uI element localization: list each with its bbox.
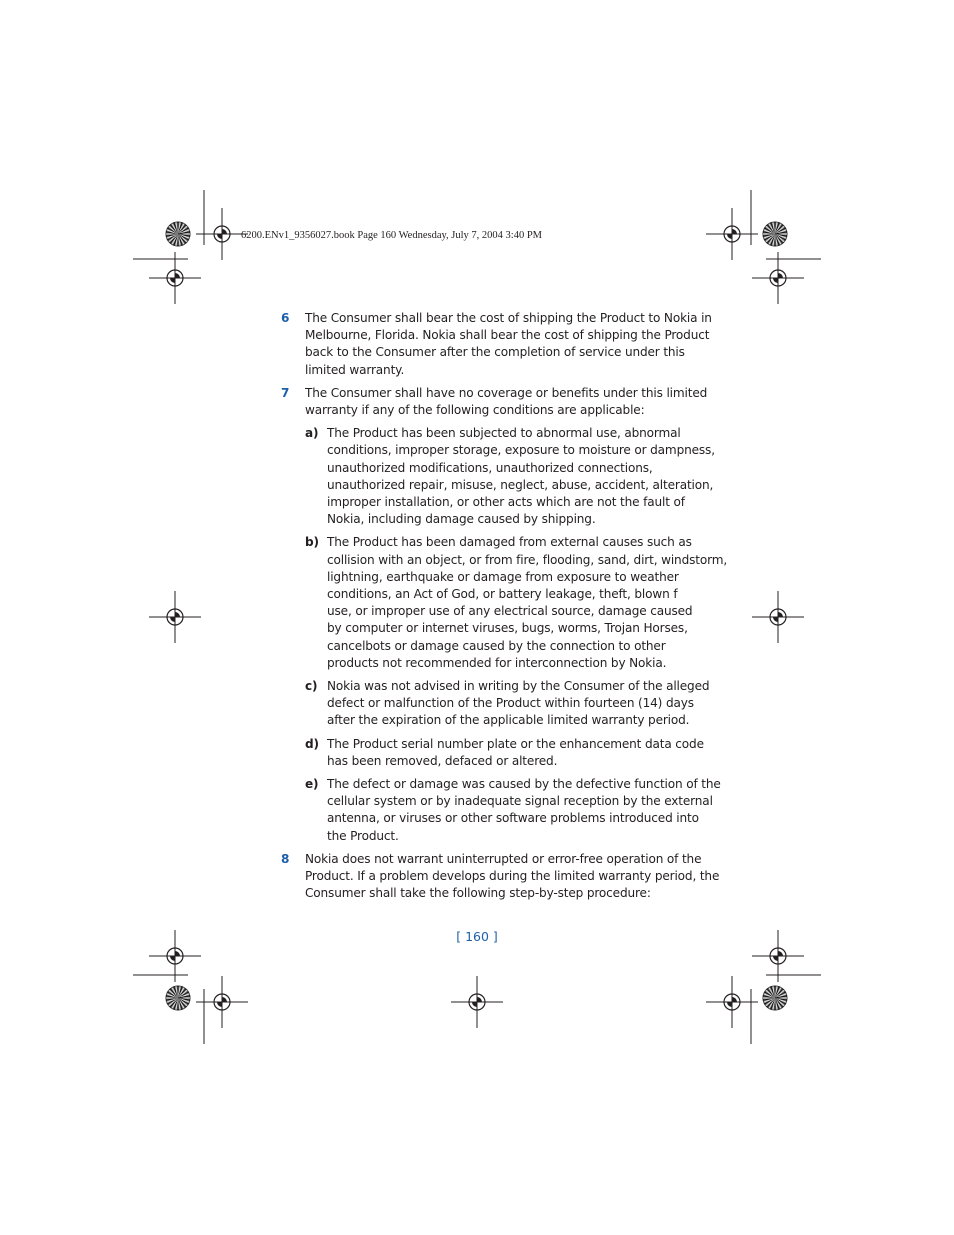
sub-item-c (305, 678, 710, 730)
list-item-6 (281, 310, 712, 379)
starburst-mark (166, 986, 190, 1010)
item-number: 6 (281, 311, 290, 325)
text-line: back to the Consumer after the completion of service under this (305, 345, 685, 360)
registration-target (149, 252, 201, 304)
sub-item-label: b) (305, 535, 319, 550)
registration-target (752, 252, 804, 304)
sub-item-b (305, 534, 728, 672)
text-line: warranty if any of the following conditions are applicable: (305, 403, 645, 418)
text-line: improper installation, or other acts which are not the fault of (327, 495, 685, 510)
registration-target (706, 208, 758, 260)
text-line: has been removed, defaced or altered. (327, 753, 558, 768)
text-line: The Consumer shall bear the cost of shipping the Product to Nokia in (305, 311, 712, 325)
text-line: The Product serial number plate or the enhancement data code (327, 736, 704, 751)
text-line: collision with an object, or from fire, flooding, sand, dirt, windstorm, (327, 552, 728, 567)
print-header: 6200.ENv1_9356027.book Page 160 Wednesday, July 7, 2004 3:40 PM (241, 230, 543, 241)
text-line: Consumer shall take the following step-by-step procedure: (305, 886, 651, 901)
text-line: by computer or internet viruses, bugs, worms, Trojan Horses, (327, 621, 688, 636)
list-item-8 (281, 851, 720, 903)
text-line: antenna, or viruses or other software problems introduced into (327, 811, 699, 826)
item-number: 8 (281, 851, 290, 866)
sub-item-label: e) (305, 777, 319, 792)
registration-target (706, 976, 758, 1028)
sub-item-d (305, 736, 704, 770)
text-line: cellular system or by inadequate signal reception by the external (327, 794, 713, 809)
text-line: cancelbots or damage caused by the connection to other (327, 638, 666, 653)
starburst-mark (763, 222, 787, 246)
text-line: conditions, an Act of God, or battery leakage, theft, blown f (327, 587, 678, 602)
text-line: unauthorized modifications, unauthorized connections, (327, 460, 653, 475)
text-line: conditions, improper storage, exposure to moisture or dampness, (327, 443, 715, 458)
sub-item-label: a) (305, 426, 319, 441)
warranty-text (281, 310, 728, 909)
text-line: use, or improper use of any electrical source, damage caused (327, 604, 693, 619)
text-line: products not recommended for interconnection by Nokia. (327, 655, 667, 670)
text-line: Nokia, including damage caused by shipping. (327, 512, 596, 527)
registration-target (149, 591, 201, 643)
text-line: Melbourne, Florida. Nokia shall bear the cost of shipping the Product (305, 328, 710, 343)
registration-target (752, 591, 804, 643)
registration-target (451, 976, 503, 1028)
text-line: The defect or damage was caused by the defective function of the (327, 777, 721, 792)
text-line: The Product has been damaged from external causes such as (327, 535, 692, 550)
item-number: 7 (281, 385, 290, 400)
text-line: the Product. (327, 828, 399, 843)
starburst-mark (763, 986, 787, 1010)
sub-item-label: d) (305, 736, 319, 751)
list-item-7 (281, 385, 708, 419)
sub-item-a (305, 425, 715, 528)
text-line: Product. If a problem develops during the limited warranty period, the (305, 869, 720, 884)
text-line: The Consumer shall have no coverage or benefits under this limited (305, 385, 708, 400)
text-line: limited warranty. (305, 362, 405, 377)
sub-item-label: c) (305, 679, 318, 694)
text-line: unauthorized repair, misuse, neglect, abuse, accident, alteration, (327, 477, 714, 492)
page-number: [ 160 ] (456, 929, 498, 944)
text-line: after the expiration of the applicable limited warranty period. (327, 713, 690, 728)
text-line: Nokia does not warrant uninterrupted or error-free operation of the (305, 851, 702, 866)
text-line: Nokia was not advised in writing by the Consumer of the alleged (327, 679, 710, 694)
text-line: defect or malfunction of the Product within fourteen (14) days (327, 696, 694, 711)
starburst-mark (166, 222, 190, 246)
text-line: lightning, earthquake or damage from exposure to weather (327, 569, 679, 584)
text-line: The Product has been subjected to abnormal use, abnormal (327, 426, 681, 441)
sub-item-e (305, 776, 721, 845)
